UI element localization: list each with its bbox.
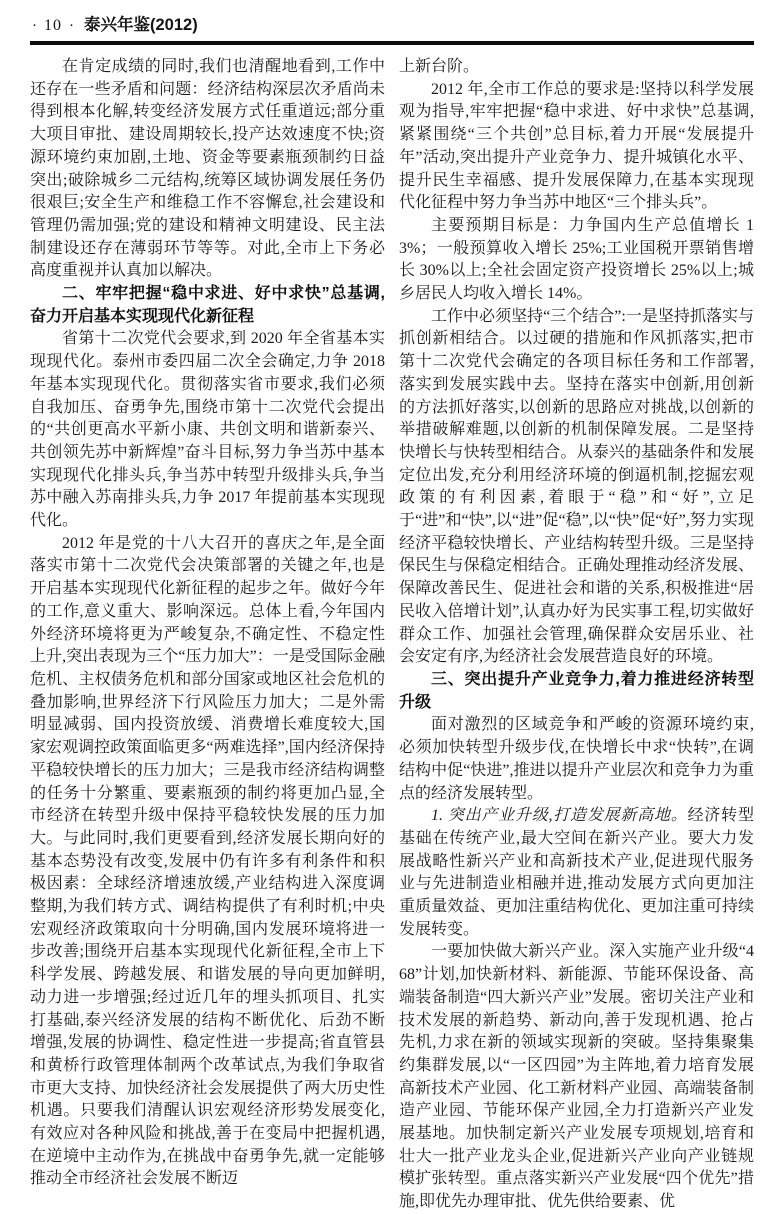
paragraph: 2012 年,全市工作总的要求是:坚持以科学发展观为指导,牢牢把握“稳中求进、好中求快”总基调,紧紧围绕“三个共创”总目标,着力开展“发展提升年”活动,突出提升产业竞争力、提升城镇化水平、提升民生幸福感、提升发展保障力,在基本实现现代化征程中努力争当苏中地区“三个排头兵”。 [399, 80, 754, 212]
right-column [399, 56, 754, 1214]
paragraph-with-lead [399, 805, 754, 941]
paragraph-continuation: 上新台阶。 [399, 58, 480, 75]
separator-dot: · [69, 18, 74, 34]
page-number: 10 [44, 17, 62, 34]
paragraph: 省第十二次党代会要求,到 2020 年全省基本实现现代化。泰州市委四届二次全会确定,力争 2018 年基本实现现代化。贯彻落实省市要求,我们必须自我加压、奋勇争先,围绕市第十二次党代会提出的“共创更高水平新小康、共创文明和谐新泰兴、共创领先苏中新辉煌”奋斗目标,努力争当苏中基本实现现代化排头兵,争当苏中转型升级排头兵,争当苏中融入苏南排头兵,力争 2017 年提前基本实现现代化。 [30, 330, 385, 530]
sub-item-body: 经济转型基础在传统产业,最大空间在新兴产业。要大力发展战略性新兴产业和高新技术产业,促进现代服务业与先进制造业相融并进,推动发展方式向更加注重质量效益、更加注重结构优化、更加注重可持续发展转变。 [399, 807, 754, 938]
paragraph: 2012 年是党的十八大召开的喜庆之年,是全面落实市第十二次党代会决策部署的关键之年,也是开启基本实现现代化新征程的起步之年。做好今年的工作,意义重大、影响深远。总体上看,今年国内外经济环境将更为严峻复杂,不确定性、不稳定性上升,突出表现为三个“压力加大”：一是受国际金融危机、主权债务危机和部分国家或地区社会危机的叠加影响,世界经济下行风险压力加大；二是外需明显减弱、国内投资放缓、消费增长难度较大,国家宏观调控政策面临更多“两难选择”,国内经济保持平稳较快增长的压力加大；三是我市经济结构调整的任务十分繁重、要素瓶颈的制约将更加凸显,全市经济在转型升级中保持平稳较快发展的压力加大。与此同时,我们更要看到,经济发展长期向好的基本态势没有改变,发展中仍有许多有利条件和积极因素：全球经济增速放缓,产业结构进入深度调整期,为我们转方式、调结构提供了有利时机;中央宏观经济政策取向十分明确,国内发展环境将进一步改善;围绕开启基本实现现代化新征程,全市上下科学发展、跨越发展、和谐发展的导向更加鲜明,动力进一步增强;经过近几年的埋头抓项目、扎实打基础,泰兴经济发展的结构不断优化、后劲不断增强,发展的协调性、稳定性进一步提高;省直管县和黄桥行政管理体制两个改革试点,为我们争取省市更大支持、加快经济社会发展提供了两大历史性机遇。只要我们清醒认识宏观经济形势发展变化,有效应对各种风险和挑战,善于在变局中把握机遇,在逆境中主动作为,在挑战中奋勇争先,就一定能够推动全市经济社会发展不断迈 [30, 534, 385, 1188]
book-title: 泰兴年鉴(2012) [84, 16, 198, 34]
paragraph: 一要加快做大新兴产业。深入实施产业升级“468”计划,加快新材料、新能源、节能环保设备、高端装备制造“四大新兴产业”发展。密切关注产业和技术发展的新趋势、新动向,善于发现机遇、抢占先机,力求在新的领域实现新的突破。坚持集聚集约集群发展,以“一区四园”为主阵地,着力培育发展高新技术产业园、化工新材料产业园、高端装备制造产业园、节能环保产业园,全力打造新兴产业发展基地。加快制定新兴产业发展专项规划,培育和壮大一批产业龙头企业,促进新兴产业向产业链规模扩张转型。重点落实新兴产业发展“四个优先”措施,即优先办理审批、优先供给要素、优 [399, 943, 754, 1211]
header-rule [30, 41, 754, 45]
two-column-text [30, 56, 754, 1214]
paragraph: 在肯定成绩的同时,我们也清醒地看到,工作中还存在一些矛盾和问题：经济结构深层次矛盾尚未得到根本化解,转变经济发展方式任重道远;部分重大项目审批、建设周期较长,投产达效速度不快;资源环境约束加剧,土地、资金等要素瓶颈制约日益突出;破除城乡二元结构,统筹区域协调发展任务仍很艰巨;安全生产和维稳工作不容懈怠,社会建设和管理仍需加强;党的建设和精神文明建设、民主法制建设还存在薄弱环节等等。对此,全市上下务必高度重视并认真加以解决。 [30, 58, 385, 280]
section-heading-3: 三、突出提升产业竞争力,着力推进经济转型升级 [399, 670, 754, 711]
left-column [30, 56, 385, 1214]
sub-item-lead: 1. 突出产业升级,打造发展新高地。 [431, 807, 688, 825]
page-header [30, 14, 754, 37]
paragraph: 面对激烈的区域竞争和严峻的资源环境约束,必须加快转型升级步伐,在快增长中求“快转”,在调结构中促“快进”,推进以提升产业层次和竞争力为重点的经济发展转型。 [399, 716, 754, 802]
paragraph: 主要预期目标是：力争国内生产总值增长 13%；一般预算收入增长 25%;工业国税开票销售增长 30%以上;全社会固定资产投资增长 25%以上;城乡居民人均收入增长 14%。 [399, 216, 754, 303]
paragraph: 工作中必须坚持“三个结合”:一是坚持抓落实与抓创新相结合。以过硬的措施和作风抓落实,把市第十二次党代会确定的各项目标任务和工作部署,落实到发展实践中去。坚持在落实中创新,用创新的方法抓好落实,以创新的思路应对挑战,以创新的举措破解难题,以创新的机制保障发展。二是坚持快增长与快转型相结合。从泰兴的基础条件和发展定位出发,充分利用经济环境的倒逼机制,挖掘宏观政策的有利因素,着眼于“稳”和“好”,立足于“进”和“快”,以“进”促“稳”,以“快”促“好”,努力实现经济平稳较快增长、产业结构转型升级。三是坚持保民生与保稳定相结合。正确处理推动经济发展、保障改善民生、促进社会和谐的关系,积极推进“居民收入倍增计划”,认真办好为民实事工程,切实做好群众工作、加强社会管理,确保群众安居乐业、社会安定有序,为经济社会发展营造良好的环境。 [399, 307, 754, 666]
section-heading-2: 二、牢牢把握“稳中求进、好中求快”总基调,奋力开启基本实现现代化新征程 [30, 285, 385, 325]
separator-dot: · [32, 18, 37, 34]
